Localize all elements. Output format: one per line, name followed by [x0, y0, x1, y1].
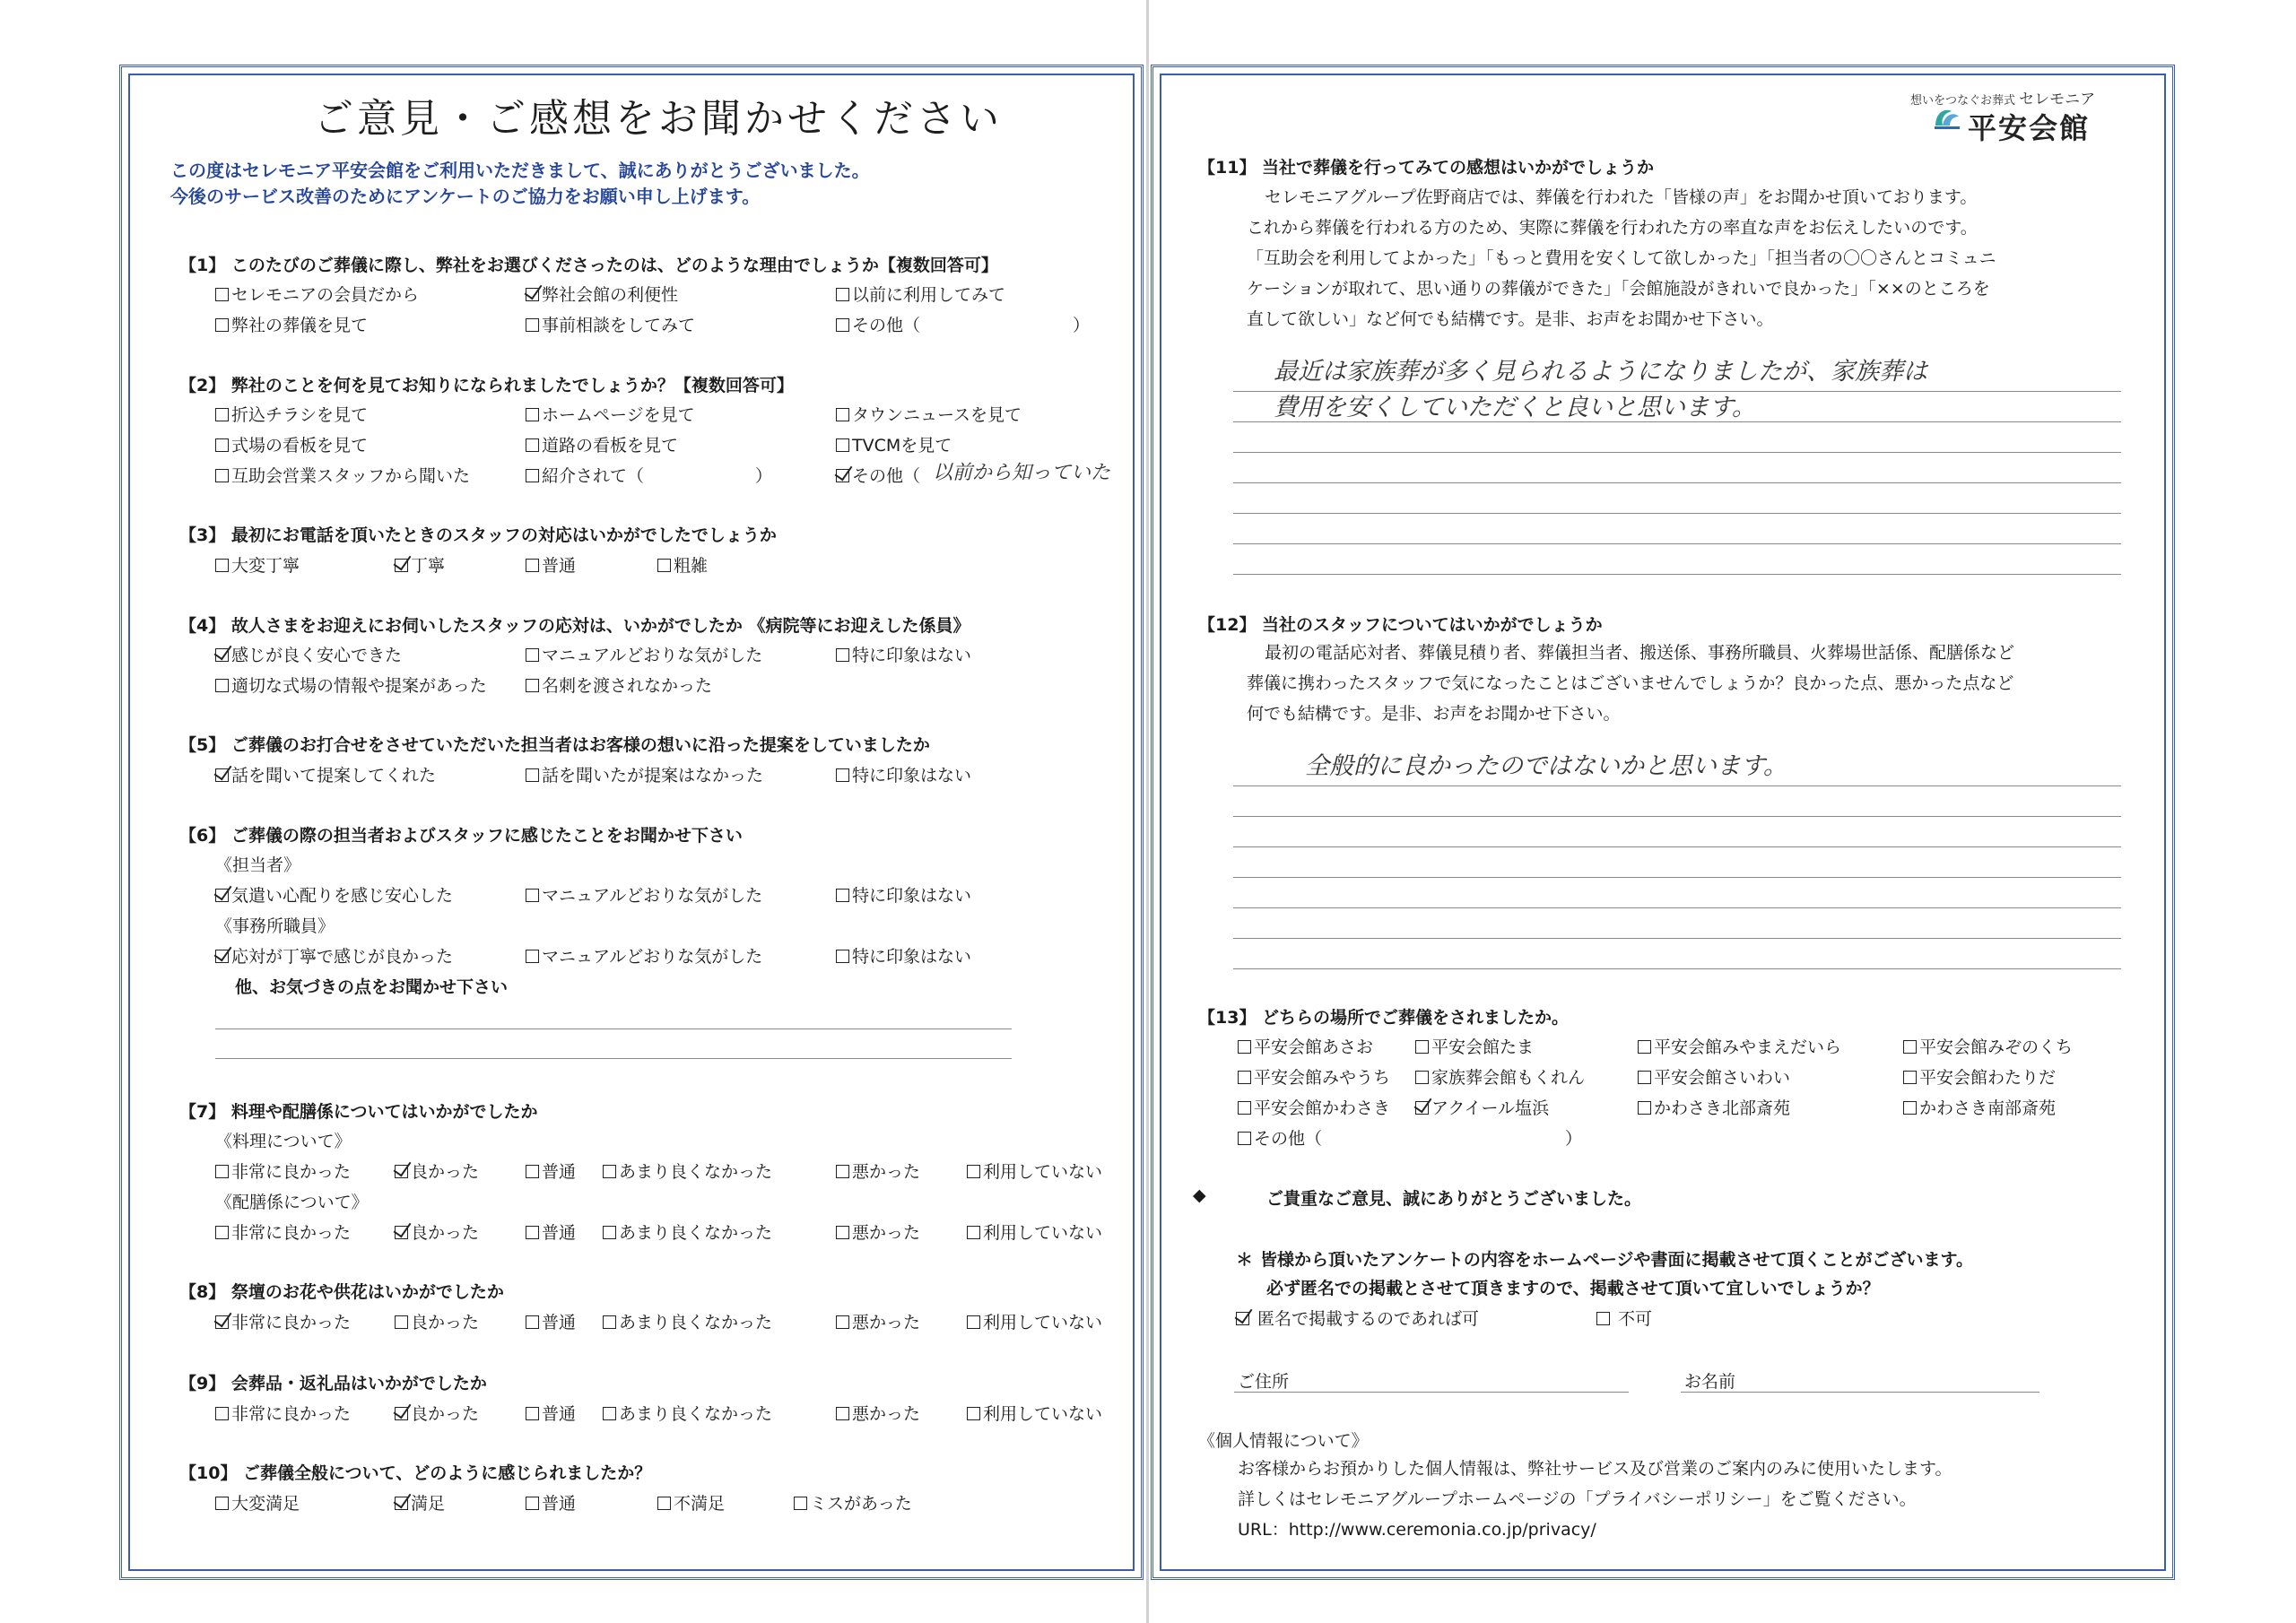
- rating-option[interactable]: 利用していない: [967, 1401, 1102, 1425]
- publish-no-option[interactable]: 不可: [1596, 1306, 1652, 1330]
- q1-other-close: ）: [1073, 316, 1091, 335]
- checkbox[interactable]: [526, 1165, 539, 1178]
- rating-option[interactable]: 良かった: [395, 1309, 479, 1333]
- checkbox[interactable]: [526, 1407, 539, 1420]
- checkbox[interactable]: [836, 768, 849, 782]
- q3-option[interactable]: 粗雑: [657, 552, 708, 577]
- q13-option[interactable]: かわさき南部斎苑: [1903, 1095, 2056, 1119]
- q13-option[interactable]: かわさき北部斎苑: [1638, 1095, 1790, 1119]
- q1-option[interactable]: 以前に利用してみて: [836, 282, 1005, 306]
- q13-option[interactable]: 平安会館わたりだ: [1903, 1064, 2056, 1089]
- checkbox[interactable]: [215, 559, 229, 572]
- thanks-text: ご貴重なご意見、誠にありがとうございました。: [1266, 1189, 1642, 1209]
- q6-other-label: 他、お気づきの点をお聞かせ下さい: [235, 977, 509, 997]
- publish-line-2: 必ず匿名での掲載とさせて頂きますので、掲載させて頂いて宜しいでしょうか？: [1266, 1279, 1880, 1298]
- logo-tagline: 想いをつなぐお葬式 セレモニア: [1910, 91, 2096, 108]
- checkbox[interactable]: [1415, 1071, 1429, 1084]
- checkbox-checked[interactable]: [836, 469, 849, 482]
- q6-option[interactable]: 気遣い心配りを感じ安心した: [215, 882, 453, 907]
- q1-option[interactable]: その他（: [836, 312, 920, 336]
- checkbox-checked[interactable]: [215, 768, 229, 782]
- checkbox[interactable]: [215, 1226, 229, 1239]
- rating-option[interactable]: 普通: [526, 1309, 576, 1333]
- checkbox[interactable]: [526, 1226, 539, 1239]
- logo-mark-icon: [1932, 106, 1962, 133]
- checkbox[interactable]: [1903, 1101, 1917, 1115]
- q2-option[interactable]: 道路の看板を見て: [526, 432, 678, 456]
- name-label: お名前: [1684, 1372, 1736, 1392]
- privacy-line: お客様からお預かりした個人情報は、弊社サービス及び営業のご案内のみに使用いたします。: [1238, 1459, 1952, 1479]
- q5-option[interactable]: 特に印象はない: [836, 762, 971, 786]
- q9-label: 【9】 会葬品・返礼品はいかがでしたか: [179, 1374, 487, 1393]
- intro-line-2: 今後のサービス改善のためにアンケートのご協力をお願い申し上げます。: [170, 186, 761, 207]
- answer-line: [215, 1058, 1012, 1059]
- q10-option[interactable]: 普通: [526, 1490, 576, 1515]
- rating-option[interactable]: あまり良くなかった: [603, 1159, 772, 1183]
- q12-body-line: 何でも結構です。是非、お声をお聞かせ下さい。: [1247, 704, 1621, 724]
- q13-option[interactable]: 平安会館あさお: [1238, 1034, 1373, 1058]
- q6-sub-office: 《事務所職員》: [215, 916, 335, 936]
- checkbox[interactable]: [657, 559, 671, 572]
- rating-option[interactable]: 良かった: [395, 1159, 479, 1183]
- checkbox[interactable]: [836, 408, 849, 421]
- checkbox[interactable]: [1903, 1071, 1917, 1084]
- checkbox[interactable]: [526, 679, 539, 692]
- q4-option[interactable]: 適切な式場の情報や提案があった: [215, 673, 487, 697]
- q2-option[interactable]: 式場の看板を見て: [215, 432, 368, 456]
- q2-referral-close: ）: [755, 466, 773, 486]
- intro-line-1: この度はセレモニア平安会館をご利用いただきまして、誠にありがとうございました。: [170, 160, 870, 181]
- page-fold: [1146, 0, 1149, 1623]
- answer-line: [1233, 968, 2121, 969]
- checkbox[interactable]: [215, 288, 229, 301]
- checkbox[interactable]: [215, 318, 229, 332]
- checkbox[interactable]: [836, 1165, 849, 1178]
- checkbox[interactable]: [836, 1315, 849, 1329]
- q1-option[interactable]: 事前相談をしてみて: [526, 312, 695, 336]
- asterisk-icon: ＊: [1236, 1250, 1254, 1270]
- answer-line: [215, 1028, 1012, 1029]
- q11-handwritten-answer: 最近は家族葬が多く見られるようになりましたが、家族葬は: [1274, 358, 1927, 386]
- logo-name: 平安会館: [1968, 111, 2091, 145]
- checkbox[interactable]: [215, 1497, 229, 1510]
- checkbox[interactable]: [1638, 1071, 1651, 1084]
- checkbox[interactable]: [794, 1497, 807, 1510]
- q11-body-line: ケーションが取れて、思い通りの葬儀ができた」「会館施設がきれいで良かった」「××のところを: [1247, 279, 1990, 299]
- rating-option[interactable]: 利用していない: [967, 1159, 1102, 1183]
- checkbox[interactable]: [1596, 1312, 1610, 1325]
- q4-label: 【4】 故人さまをお迎えにお伺いしたスタッフの応対は、いかがでしたか 《病院等にお迎えした係員》: [179, 616, 970, 636]
- q13-option[interactable]: アクイール塩浜: [1415, 1095, 1549, 1119]
- rating-option[interactable]: 悪かった: [836, 1309, 920, 1333]
- checkbox[interactable]: [603, 1407, 616, 1420]
- rating-option[interactable]: あまり良くなかった: [603, 1309, 772, 1333]
- q10-option[interactable]: 不満足: [657, 1490, 725, 1515]
- q2-option[interactable]: タウンニュースを見て: [836, 402, 1022, 426]
- q11-label: 【11】 当社で葬儀を行ってみての感想はいかがでしょうか: [1198, 158, 1655, 178]
- answer-line: [1233, 816, 2121, 817]
- q12-body-line: 葬儀に携わったスタッフで気になったことはございませんでしょうか？良かった点、悪かった点など: [1247, 673, 2014, 693]
- q2-option[interactable]: 紹介されて（: [526, 463, 644, 487]
- checkbox[interactable]: [215, 408, 229, 421]
- q10-option[interactable]: 大変満足: [215, 1490, 300, 1515]
- q10-option[interactable]: 満足: [395, 1490, 445, 1515]
- answer-line: [1233, 421, 2121, 422]
- checkbox[interactable]: [395, 1315, 408, 1329]
- checkbox[interactable]: [836, 950, 849, 963]
- checkbox-checked[interactable]: [395, 1497, 408, 1510]
- q2-option[interactable]: ホームページを見て: [526, 402, 695, 426]
- checkbox-checked[interactable]: [215, 950, 229, 963]
- q10-label: 【10】 ご葬儀全般について、どのように感じられましたか？: [179, 1463, 652, 1483]
- checkbox[interactable]: [603, 1315, 616, 1329]
- answer-line: [1233, 482, 2121, 483]
- checkbox[interactable]: [967, 1226, 980, 1239]
- q2-option[interactable]: TVCMを見て: [836, 432, 952, 456]
- answer-line: [1233, 877, 2121, 878]
- checkbox[interactable]: [603, 1226, 616, 1239]
- checkbox[interactable]: [967, 1165, 980, 1178]
- rating-option[interactable]: 非常に良かった: [215, 1219, 351, 1244]
- checkbox[interactable]: [836, 288, 849, 301]
- q1-option[interactable]: セレモニアの会員だから: [215, 282, 419, 306]
- rating-option[interactable]: 良かった: [395, 1401, 479, 1425]
- q13-option[interactable]: 平安会館たま: [1415, 1034, 1534, 1058]
- checkbox[interactable]: [657, 1497, 671, 1510]
- checkbox[interactable]: [526, 469, 539, 482]
- rating-option[interactable]: 良かった: [395, 1219, 479, 1244]
- checkbox-checked[interactable]: [215, 889, 229, 902]
- q7-sub-service: 《配膳係について》: [215, 1193, 369, 1212]
- checkbox-checked[interactable]: [395, 1226, 408, 1239]
- checkbox[interactable]: [215, 1165, 229, 1178]
- checkbox-checked[interactable]: [1236, 1312, 1249, 1325]
- q5-option[interactable]: 話を聞いて提案してくれた: [215, 762, 436, 786]
- checkbox[interactable]: [1238, 1040, 1251, 1054]
- rating-option[interactable]: 普通: [526, 1401, 576, 1425]
- address-label: ご住所: [1238, 1372, 1290, 1392]
- publish-yes-option[interactable]: 匿名で掲載するのであれば可: [1236, 1306, 1479, 1330]
- privacy-url[interactable]: URL：http://www.ceremonia.co.jp/privacy/: [1238, 1520, 1596, 1540]
- q12-label: 【12】 当社のスタッフについてはいかがでしょうか: [1198, 615, 1603, 635]
- q5-option[interactable]: 話を聞いたが提案はなかった: [526, 762, 763, 786]
- checkbox[interactable]: [836, 318, 849, 332]
- checkbox[interactable]: [1238, 1132, 1251, 1145]
- checkbox[interactable]: [526, 648, 539, 662]
- checkbox-checked[interactable]: [395, 559, 408, 572]
- q13-option[interactable]: 家族葬会館もくれん: [1415, 1064, 1585, 1089]
- privacy-title: 《個人情報について》: [1198, 1431, 1369, 1451]
- q13-option[interactable]: その他（: [1238, 1125, 1322, 1150]
- answer-line: [1233, 452, 2121, 453]
- answer-line: [1233, 574, 2121, 575]
- checkbox[interactable]: [215, 679, 229, 692]
- answer-line: [1233, 907, 2121, 908]
- q6-option[interactable]: 特に印象はない: [836, 882, 971, 907]
- name-field-line[interactable]: [1681, 1392, 2039, 1393]
- q2-handwritten-other: 以前から知っていた: [933, 462, 1111, 484]
- publish-line-1: 皆様から頂いたアンケートの内容をホームページや書面に掲載させて頂くことがございます。: [1260, 1250, 1973, 1270]
- q3-option[interactable]: 丁寧: [395, 552, 445, 577]
- q4-option[interactable]: 特に印象はない: [836, 642, 971, 666]
- q2-option[interactable]: その他（: [836, 463, 920, 487]
- q2-label: 【2】 弊社のことを何を見てお知りになられましたでしょうか？【複数回答可】: [179, 376, 794, 395]
- rating-option[interactable]: 普通: [526, 1159, 576, 1183]
- checkbox[interactable]: [526, 559, 539, 572]
- checkbox[interactable]: [526, 1497, 539, 1510]
- checkbox[interactable]: [215, 438, 229, 452]
- q5-label: 【5】 ご葬儀のお打合せをさせていただいた担当者はお客様の想いに沿った提案をしていましたか: [179, 735, 930, 755]
- checkbox[interactable]: [526, 889, 539, 902]
- checkbox[interactable]: [215, 1407, 229, 1420]
- checkbox[interactable]: [526, 438, 539, 452]
- checkbox[interactable]: [1238, 1071, 1251, 1084]
- q6-option[interactable]: マニュアルどおりな気がした: [526, 943, 762, 968]
- checkbox[interactable]: [1903, 1040, 1917, 1054]
- checkbox[interactable]: [526, 768, 539, 782]
- q8-label: 【8】 祭壇のお花や供花はいかがでしたか: [179, 1282, 504, 1302]
- q7-label: 【7】 料理や配膳係についてはいかがでしたか: [179, 1102, 538, 1122]
- q4-option[interactable]: マニュアルどおりな気がした: [526, 642, 762, 666]
- rating-option[interactable]: あまり良くなかった: [603, 1219, 772, 1244]
- rating-option[interactable]: 悪かった: [836, 1159, 920, 1183]
- q3-label: 【3】 最初にお電話を頂いたときのスタッフの対応はいかがでしたでしょうか: [179, 525, 777, 545]
- privacy-line: 詳しくはセレモニアグループホームページの「プライバシーポリシー」をご覧ください。: [1238, 1489, 1917, 1509]
- checkbox-checked[interactable]: [395, 1165, 408, 1178]
- page-title: ご意見・ご感想をお聞かせください: [314, 96, 1003, 142]
- q10-option[interactable]: ミスがあった: [794, 1490, 912, 1515]
- q12-body-line: 最初の電話応対者、葬儀見積り者、葬儀担当者、搬送係、事務所職員、火葬場世話係、配膳係など: [1265, 643, 2015, 663]
- checkbox[interactable]: [526, 318, 539, 332]
- q13-other-close: ）: [1565, 1129, 1583, 1149]
- q7-sub-food: 《料理について》: [215, 1132, 352, 1151]
- q6-option[interactable]: マニュアルどおりな気がした: [526, 882, 762, 907]
- q11-body-line: 「互助会を利用してよかった」「もっと費用を安くして欲しかった」「担当者の〇〇さんとコミュニ: [1247, 248, 1996, 268]
- checkbox[interactable]: [526, 950, 539, 963]
- q13-option[interactable]: 平安会館みやまえだいら: [1638, 1034, 1841, 1058]
- checkbox[interactable]: [603, 1165, 616, 1178]
- q6-label: 【6】 ご葬儀の際の担当者およびスタッフに感じたことをお聞かせ下さい: [179, 826, 743, 846]
- q2-option[interactable]: 互助会営業スタッフから聞いた: [215, 463, 470, 487]
- rating-option[interactable]: 普通: [526, 1219, 576, 1244]
- checkbox[interactable]: [836, 889, 849, 902]
- q6-sub-staff: 《担当者》: [215, 855, 301, 875]
- q13-option[interactable]: 平安会館かわさき: [1238, 1095, 1390, 1119]
- q11-body-line: 直して欲しい」など何でも結構です。是非、お声をお聞かせ下さい。: [1247, 309, 1774, 329]
- q13-option[interactable]: 平安会館みぞのくち: [1903, 1034, 2073, 1058]
- checkbox-checked[interactable]: [215, 1315, 229, 1329]
- checkbox[interactable]: [526, 408, 539, 421]
- q12-handwritten-answer: 全般的に良かったのではないかと思います。: [1305, 752, 1787, 780]
- answer-line: [1233, 513, 2121, 514]
- q13-option[interactable]: 平安会館さいわい: [1638, 1064, 1790, 1089]
- checkbox[interactable]: [967, 1407, 980, 1420]
- checkbox[interactable]: [526, 1315, 539, 1329]
- q3-option[interactable]: 普通: [526, 552, 576, 577]
- q4-option[interactable]: 感じが良く安心できた: [215, 642, 402, 666]
- q11-body-line: セレモニアグループ佐野商店では、葬儀を行われた「皆様の声」をお聞かせ頂いております。: [1265, 187, 1978, 207]
- checkbox[interactable]: [1238, 1101, 1251, 1115]
- rating-option[interactable]: 非常に良かった: [215, 1159, 351, 1183]
- answer-line: [1233, 846, 2121, 847]
- q1-option[interactable]: 弊社の葬儀を見て: [215, 312, 368, 336]
- diamond-icon: ◆: [1193, 1185, 1206, 1205]
- rating-option[interactable]: 非常に良かった: [215, 1401, 351, 1425]
- rating-option[interactable]: 悪かった: [836, 1219, 920, 1244]
- answer-line: [1233, 785, 2121, 786]
- checkbox[interactable]: [836, 1226, 849, 1239]
- checkbox[interactable]: [836, 438, 849, 452]
- q11-handwritten-answer: 費用を安くしていただくと良いと思います。: [1274, 394, 1756, 421]
- checkbox[interactable]: [1638, 1040, 1651, 1054]
- q3-option[interactable]: 大変丁寧: [215, 552, 300, 577]
- checkbox-checked[interactable]: [395, 1407, 408, 1420]
- address-field-line[interactable]: [1234, 1392, 1629, 1393]
- q2-option[interactable]: 折込チラシを見て: [215, 402, 368, 426]
- q4-option[interactable]: 名刺を渡されなかった: [526, 673, 712, 697]
- answer-line: [1233, 543, 2121, 544]
- checkbox[interactable]: [1415, 1040, 1429, 1054]
- rating-option[interactable]: 非常に良かった: [215, 1309, 351, 1333]
- rating-option[interactable]: 利用していない: [967, 1219, 1102, 1244]
- q6-option[interactable]: 特に印象はない: [836, 943, 971, 968]
- checkbox[interactable]: [967, 1315, 980, 1329]
- answer-line: [1233, 938, 2121, 939]
- rating-option[interactable]: 悪かった: [836, 1401, 920, 1425]
- q6-option[interactable]: 応対が丁寧で感じが良かった: [215, 943, 453, 968]
- checkbox-checked[interactable]: [215, 648, 229, 662]
- rating-option[interactable]: 利用していない: [967, 1309, 1102, 1333]
- checkbox-checked[interactable]: [526, 288, 539, 301]
- checkbox[interactable]: [1638, 1101, 1651, 1115]
- q13-option[interactable]: 平安会館みやうち: [1238, 1064, 1390, 1089]
- q11-body-line: これから葬儀を行われる方のため、実際に葬儀を行われた方の率直な声をお伝えしたいのです。: [1247, 218, 1978, 238]
- q1-label: 【1】 このたびのご葬儀に際し、弊社をお選びくださったのは、どのような理由でしょうか【複数回答可】: [179, 256, 998, 275]
- q1-option[interactable]: 弊社会館の利便性: [526, 282, 678, 306]
- checkbox[interactable]: [836, 648, 849, 662]
- checkbox-checked[interactable]: [1415, 1101, 1429, 1115]
- q13-label: 【13】 どちらの場所でご葬儀をされましたか。: [1198, 1008, 1570, 1028]
- rating-option[interactable]: あまり良くなかった: [603, 1401, 772, 1425]
- checkbox[interactable]: [215, 469, 229, 482]
- answer-line: [1233, 391, 2121, 392]
- checkbox[interactable]: [836, 1407, 849, 1420]
